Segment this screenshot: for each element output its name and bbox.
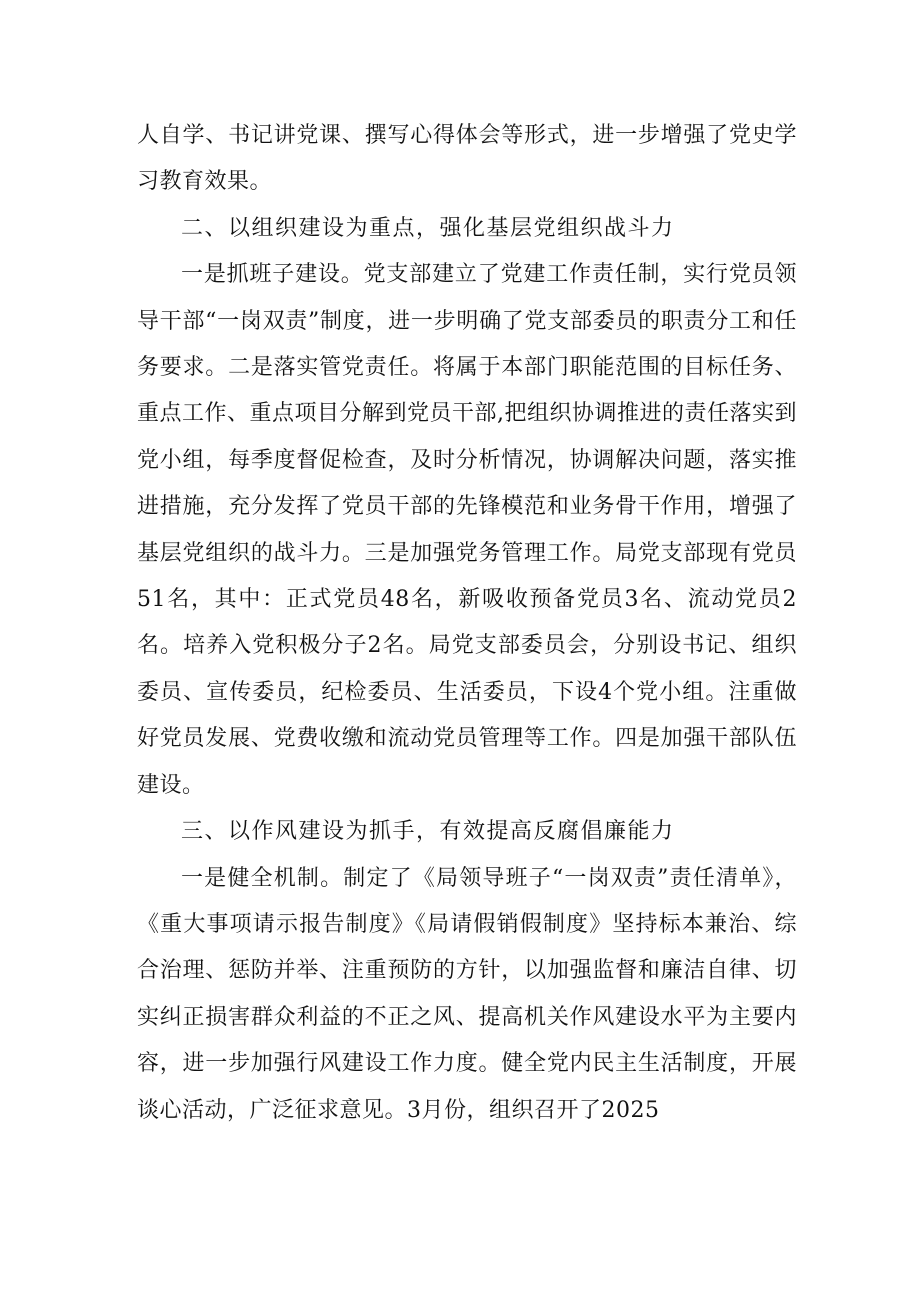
document-body (137, 113, 797, 1134)
section-heading-two: 二、以组织建设为重点，强化基层党组织战斗力 (181, 215, 675, 241)
section-heading-three: 三、以作风建设为抓手，有效提高反腐倡廉能力 (181, 819, 675, 845)
paragraph-work-style: 一是健全机制。制定了《局领导班子“一岗双责”责任清单》，《重大事项请示报告制度》《局请假销假制度》坚持标本兼治、综合治理、惩防并举、注重预防的方针，以加强监督和廉洁自律、切实纠正损害群众利益的不正之风、提高机关作风建设水平为主要内容，进一步加强行风建设工作力度。健全党内民主生活制度，开展谈心活动，广泛征求意见。3月份，组织召开了2025 (137, 865, 797, 1123)
paragraph-organization: 一是抓班子建设。党支部建立了党建工作责任制，实行党员领导干部“一岗双责”制度，进一步明确了党支部委员的职责分工和任务要求。二是落实管党责任。将属于本部门职能范围的目标任务、重点工作、重点项目分解到党员干部,把组织协调推进的责任落实到党小组，每季度督促检查，及时分析情况，协调解决问题，落实推进措施，充分发挥了党员干部的先锋模范和业务骨干作用，增强了基层党组织的战斗力。三是加强党务管理工作。局党支部现有党员51名，其中：正式党员48名，新吸收预备党员3名、流动党员2名。培养入党积极分子2名。局党支部委员会，分别设书记、组织委员、宣传委员，纪检委员、生活委员，下设4个党小组。注重做好党员发展、党费收缴和流动党员管理等工作。四是加强干部队伍建设。 (137, 262, 797, 798)
paragraph-continuation: 人自学、书记讲党课、撰写心得体会等形式，进一步增强了党史学习教育效果。 (137, 123, 797, 195)
